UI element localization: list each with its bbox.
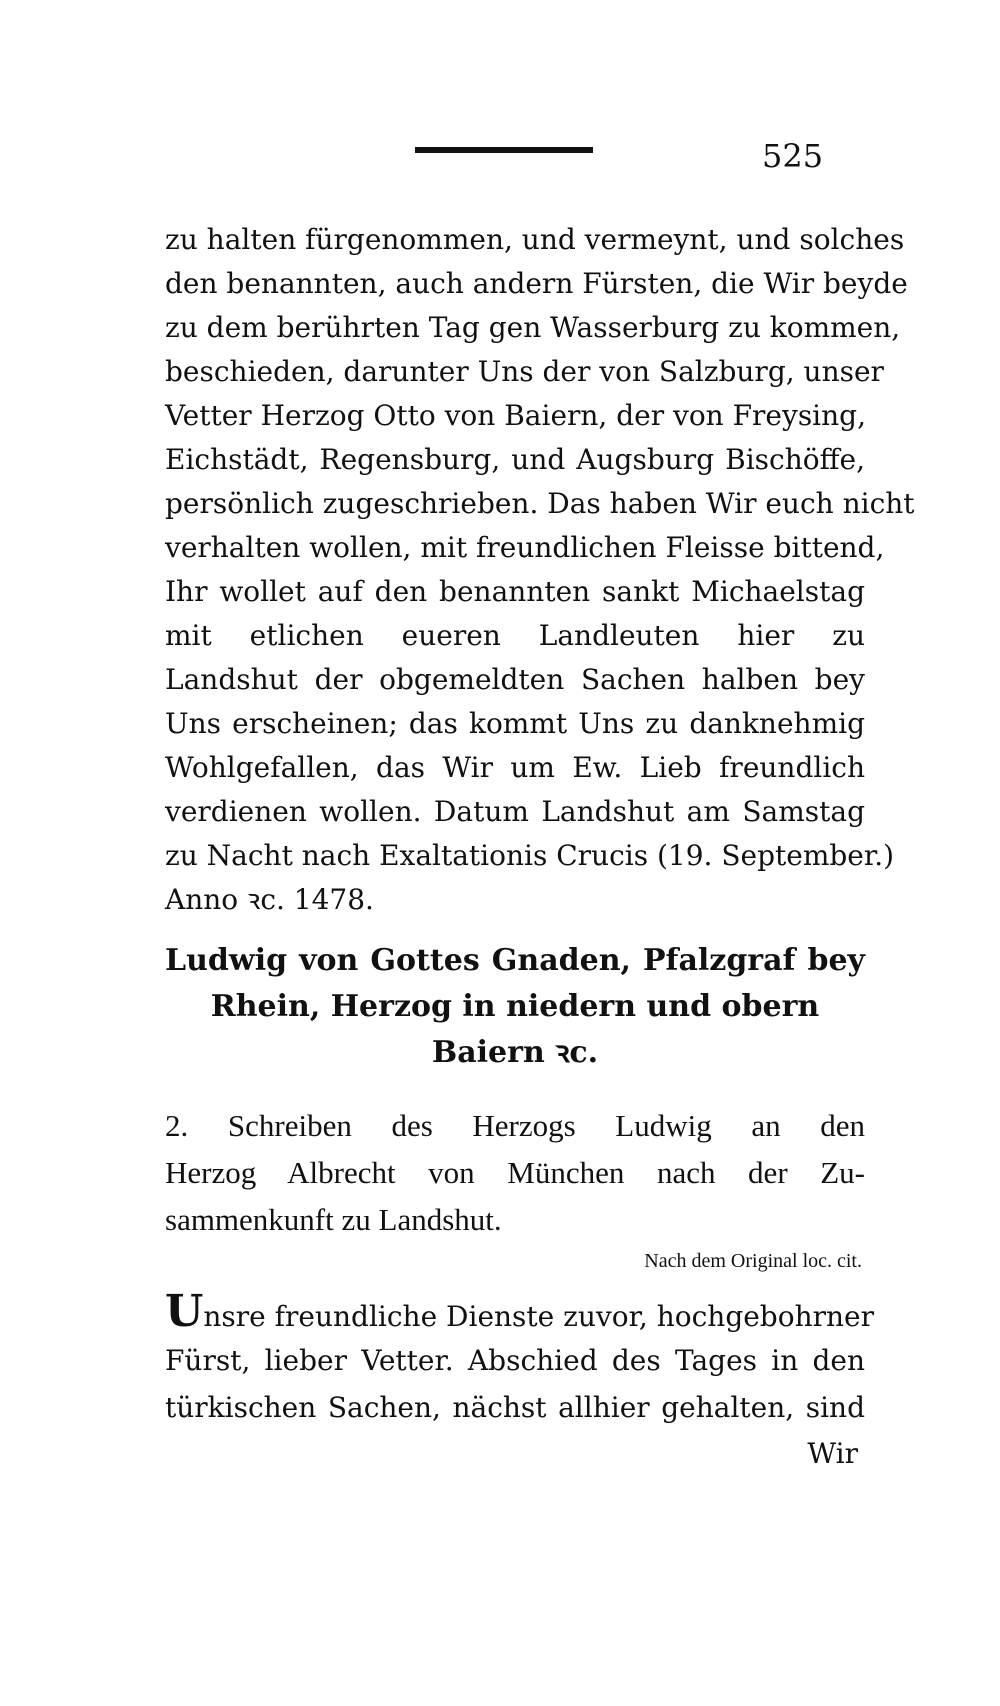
- text-line: verhalten wollen, mit freundlichen Fleisse bittend,: [165, 531, 885, 564]
- text-line: Anno ꝛc. 1478.: [165, 883, 374, 916]
- text-line: mit etlichen eueren Landleuten hier zu: [165, 619, 865, 652]
- text-line: zu halten fürgenommen, und vermeynt, und solches: [165, 223, 905, 256]
- second-letter-body: [165, 1286, 874, 1431]
- signature-line: Ludwig von Gottes Gnaden, Pfalzgraf bey: [165, 943, 865, 978]
- text-line: persönlich zugeschrieben. Das haben Wir euch nicht: [165, 487, 915, 520]
- text-line: verdienen wollen. Datum Landshut am Samstag: [165, 795, 865, 828]
- heading-line: 2. Schreiben des Herzogs Ludwig an den: [165, 1108, 865, 1143]
- signature-line: Baiern ꝛc.: [431, 1035, 599, 1070]
- text-line: beschieden, darunter Uns der von Salzburg, unser: [165, 355, 884, 388]
- signature-block: [165, 938, 865, 1076]
- catchword: Wir: [807, 1437, 858, 1470]
- text-line: den benannten, auch andern Fürsten, die Wir beyde: [165, 267, 908, 300]
- first-line-text: nsre freundliche Dienste zuvor, hochgebohrner: [203, 1300, 874, 1333]
- source-note: Nach dem Original loc. cit.: [644, 1250, 862, 1272]
- text-line-first: [165, 1286, 874, 1337]
- text-line: zu dem berührten Tag gen Wasserburg zu kommen,: [165, 311, 901, 344]
- text-line: Landshut der obgemeldten Sachen halben bey: [165, 663, 865, 696]
- page-number: 525: [762, 137, 824, 175]
- signature-line: Rhein, Herzog in niedern und obern: [210, 989, 820, 1024]
- text-line: türkischen Sachen, nächst allhier gehalten, sind: [165, 1391, 865, 1424]
- section-heading: [165, 1102, 865, 1243]
- letter-body: [165, 218, 915, 922]
- heading-line: sammenkunft zu Landshut.: [165, 1202, 502, 1237]
- text-line: Fürst, lieber Vetter. Abschied des Tages in den: [165, 1344, 865, 1377]
- drop-cap: U: [165, 1286, 204, 1337]
- text-line: Wohlgefallen, das Wir um Ew. Lieb freundlich: [165, 751, 865, 784]
- header-rule: [415, 147, 593, 153]
- text-line: Vetter Herzog Otto von Baiern, der von Freysing,: [165, 399, 866, 432]
- text-line: Ihr wollet auf den benannten sankt Michaelstag: [165, 575, 865, 608]
- text-line: Uns erscheinen; das kommt Uns zu danknehmig: [165, 707, 865, 740]
- text-line: zu Nacht nach Exaltationis Crucis (19. September.): [165, 839, 895, 872]
- text-line: Eichstädt, Regensburg, und Augsburg Bischöffe,: [165, 443, 865, 476]
- heading-line: Herzog Albrecht von München nach der Zu-: [165, 1155, 865, 1190]
